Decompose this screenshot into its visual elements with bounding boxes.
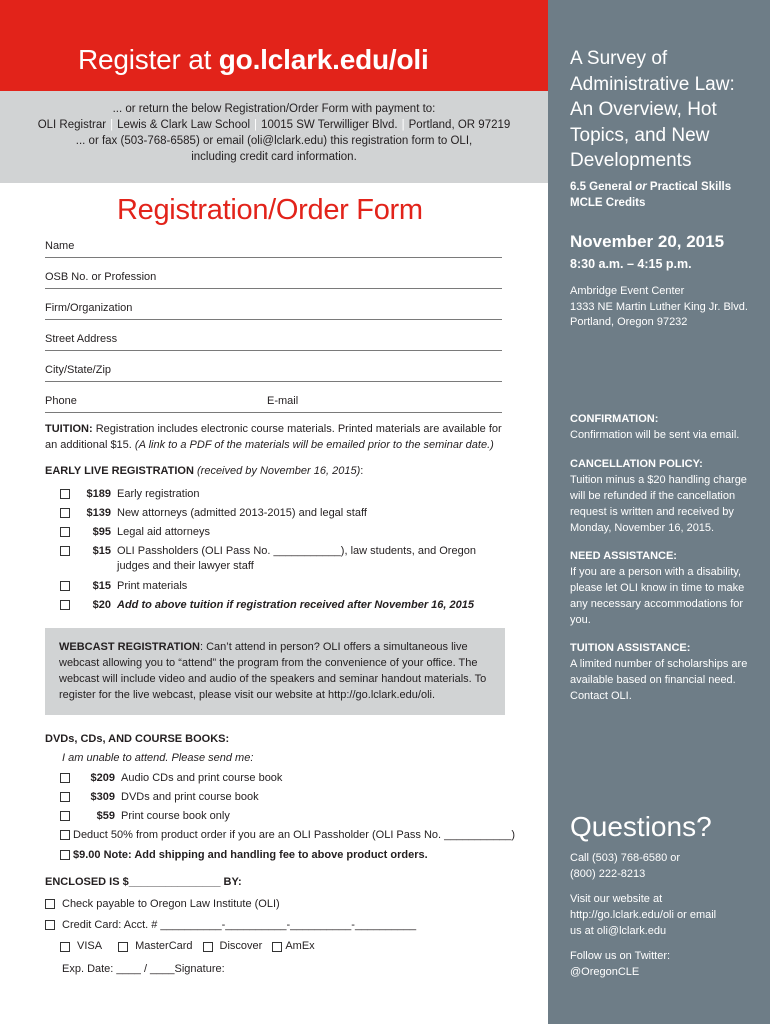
return-line: ... or return the below Registration/Order Form with payment to: <box>112 103 436 115</box>
call-text: Call (503) 768-6580 or (800) 222-8213 <box>570 852 681 880</box>
cancellation-heading: CANCELLATION POLICY: <box>570 458 703 470</box>
dvd-option[interactable] <box>60 790 259 805</box>
checkbox[interactable] <box>45 920 55 930</box>
checkbox[interactable] <box>272 942 282 952</box>
credits-b: Practical Skills MCLE Credits <box>570 181 732 209</box>
assistance-text: If you are a person with a disability, please let OLI know in time to make any necessary accommodations for you. <box>570 566 745 626</box>
confirmation-heading: CONFIRMATION: <box>570 413 659 425</box>
enclosed-line[interactable]: ENCLOSED IS $_______________ BY: <box>45 876 242 888</box>
address-part: OLI Registrar <box>37 119 107 131</box>
early-option[interactable] <box>60 544 487 574</box>
option-price: $139 <box>86 507 111 519</box>
credit-text: Credit Card: Acct. # __________-__________-__________-__________ <box>62 919 417 931</box>
firm-label: Firm/Organization <box>45 302 133 314</box>
phone-label: Phone <box>45 395 77 407</box>
option-desc: Early registration <box>117 488 200 500</box>
checkbox[interactable] <box>60 811 70 821</box>
twitter-text[interactable]: Follow us on Twitter: @OregonCLE <box>570 950 671 978</box>
card-amex[interactable] <box>272 940 314 952</box>
dvd-option[interactable] <box>60 809 230 824</box>
tuition-assistance-heading: TUITION ASSISTANCE: <box>570 642 691 654</box>
checkbox[interactable] <box>60 489 70 499</box>
register-banner <box>0 0 548 91</box>
phone-email-field[interactable] <box>45 393 502 413</box>
option-desc: Print course book only <box>121 810 230 822</box>
checkbox[interactable] <box>60 830 70 840</box>
seminar-title: A Survey of Administrative Law: An Overview, Hot Topics, and New Developments <box>570 48 735 171</box>
dvd-option[interactable] <box>60 771 282 786</box>
option-desc: Add to above tuition if registration received after November 16, 2015 <box>117 599 474 611</box>
firm-field[interactable] <box>45 300 502 320</box>
questions-heading: Questions? <box>570 811 712 842</box>
option-price: $209 <box>90 772 115 784</box>
card-mastercard[interactable] <box>118 940 192 952</box>
option-price: $15 <box>92 545 111 557</box>
check-text: Check payable to Oregon Law Institute (OLI) <box>62 898 280 910</box>
option-price: $189 <box>86 488 111 500</box>
assistance-heading: NEED ASSISTANCE: <box>570 550 677 562</box>
register-prefix: Register at <box>78 44 219 75</box>
assistance-block <box>570 548 760 628</box>
early-option[interactable] <box>60 487 517 502</box>
register-title <box>78 44 429 76</box>
name-label: Name <box>45 240 75 252</box>
osb-label: OSB No. or Profession <box>45 271 157 283</box>
checkbox[interactable] <box>60 600 70 610</box>
card-types <box>60 940 325 952</box>
webcast-label: WEBCAST REGISTRATION <box>59 641 200 653</box>
form-title: Registration/Order Form <box>117 194 423 226</box>
address-part: Portland, OR 97219 <box>408 119 511 131</box>
mcle-credits <box>570 179 765 211</box>
early-colon: : <box>360 465 364 477</box>
tuition-label: TUITION: <box>45 423 93 435</box>
card-discover[interactable] <box>203 940 263 952</box>
registrar-address: OLI Registrar | Lewis & Clark Law School | 10015 SW Terwilliger Blvd. | Portland, OR 97219 <box>37 119 511 131</box>
visit-text[interactable]: Visit our website at http://go.lclark.edu/oli or email us at oli@lclark.edu <box>570 893 717 937</box>
checkbox[interactable] <box>45 899 55 909</box>
tuition-info <box>45 421 515 453</box>
card-label: AmEx <box>285 940 315 952</box>
checkbox[interactable] <box>203 942 213 952</box>
osb-field[interactable] <box>45 269 502 289</box>
checkbox[interactable] <box>60 773 70 783</box>
address-part: 10015 SW Terwilliger Blvd. <box>261 119 398 131</box>
register-url[interactable]: go.lclark.edu/oli <box>218 44 429 75</box>
checkbox[interactable] <box>60 581 70 591</box>
early-note: (received by November 16, 2015) <box>193 465 361 477</box>
option-desc: Print materials <box>117 580 188 592</box>
venue-street: 1333 NE Martin Luther King Jr. Blvd. <box>570 300 748 313</box>
fax-line-2: including credit card information. <box>191 151 357 163</box>
street-label: Street Address <box>45 333 118 345</box>
option-desc: New attorneys (admitted 2013-2015) and legal staff <box>117 507 367 519</box>
checkbox[interactable] <box>60 850 70 860</box>
tuition-note: (A link to a PDF of the materials will be emailed prior to the seminar date.) <box>134 439 494 451</box>
venue-city: Portland, Oregon 97232 <box>570 316 688 328</box>
city-field[interactable] <box>45 362 502 382</box>
option-price: $15 <box>92 580 111 592</box>
city-label: City/State/Zip <box>45 364 112 376</box>
confirmation-block <box>570 411 760 443</box>
early-label: EARLY LIVE REGISTRATION <box>45 465 194 477</box>
option-desc: Legal aid attorneys <box>117 526 210 538</box>
early-option[interactable] <box>60 525 517 540</box>
tuition-text: Registration includes electronic course materials. Printed materials are available for an additional $15. <box>45 423 502 451</box>
option-desc: DVDs and print course book <box>121 791 259 803</box>
checkbox[interactable] <box>118 942 128 952</box>
early-option[interactable] <box>60 579 517 594</box>
checkbox[interactable] <box>60 792 70 802</box>
unable-text: I am unable to attend. Please send me: <box>62 752 254 764</box>
option-price: $309 <box>90 791 115 803</box>
webcast-text: : Can’t attend in person? OLI offers a simultaneous live webcast allowing you to “attend” the program from the convenience of your office. The webcast will include video and audio of the speakers and seminar handout materials. To register for the live webcast, please visit our website at http://go.lclark.edu/oli. <box>59 641 487 701</box>
street-field[interactable] <box>45 331 502 351</box>
credit-option[interactable] <box>45 918 416 933</box>
credits-or: or <box>635 181 647 193</box>
option-desc: OLI Passholders (OLI Pass No. ___________), law students, and Oregon judges and their lawyer staff <box>117 545 476 572</box>
dvds-heading: DVDs, CDs, AND COURSE BOOKS: <box>45 733 230 745</box>
credits-a: 6.5 General <box>570 181 636 193</box>
cancellation-block <box>570 456 760 536</box>
webcast-box <box>45 628 505 715</box>
email-label: E-mail <box>267 395 299 407</box>
shipping-option[interactable] <box>60 848 428 863</box>
early-option[interactable] <box>60 506 517 521</box>
cancellation-text: Tuition minus a $20 handling charge will be refunded if the cancellation request is written and received by Monday, November 16, 2015. <box>570 474 747 534</box>
option-price: $59 <box>96 810 115 822</box>
seminar-time: 8:30 a.m. – 4:15 p.m. <box>570 257 692 271</box>
option-price: $20 <box>92 599 111 611</box>
card-label: VISA <box>77 940 103 952</box>
shipping-text: $9.00 Note: Add shipping and handling fee to above product orders. <box>73 849 428 861</box>
card-label: Discover <box>219 940 263 952</box>
tuition-assistance-text: A limited number of scholarships are available based on financial need. Contact OLI. <box>570 658 748 702</box>
card-visa[interactable] <box>60 940 102 952</box>
checkbox[interactable] <box>60 546 70 556</box>
confirmation-text: Confirmation will be sent via email. <box>570 429 740 441</box>
exp-signature-line[interactable]: Exp. Date: ____ / ____Signature: <box>62 963 225 975</box>
option-desc: Audio CDs and print course book <box>121 772 283 784</box>
deduct-option[interactable] <box>60 828 515 843</box>
card-label: MasterCard <box>135 940 193 952</box>
option-price: $95 <box>92 526 111 538</box>
checkbox[interactable] <box>60 527 70 537</box>
address-part: Lewis & Clark Law School <box>117 119 251 131</box>
venue-name: Ambridge Event Center <box>570 285 685 297</box>
venue <box>570 284 765 331</box>
check-option[interactable] <box>45 897 280 912</box>
early-registration-heading <box>45 465 363 477</box>
name-field[interactable] <box>45 238 502 258</box>
deduct-text: Deduct 50% from product order if you are an OLI Passholder (OLI Pass No. ___________) <box>73 829 516 841</box>
checkbox[interactable] <box>60 508 70 518</box>
tuition-assistance-block <box>570 640 760 704</box>
mail-instructions <box>0 91 548 183</box>
seminar-date: November 20, 2015 <box>570 232 725 251</box>
fax-line: ... or fax (503-768-6585) or email (oli@lclark.edu) this registration form to OLI, <box>75 135 473 147</box>
checkbox[interactable] <box>60 942 70 952</box>
sidebar <box>548 0 770 1024</box>
early-option[interactable] <box>60 598 517 613</box>
